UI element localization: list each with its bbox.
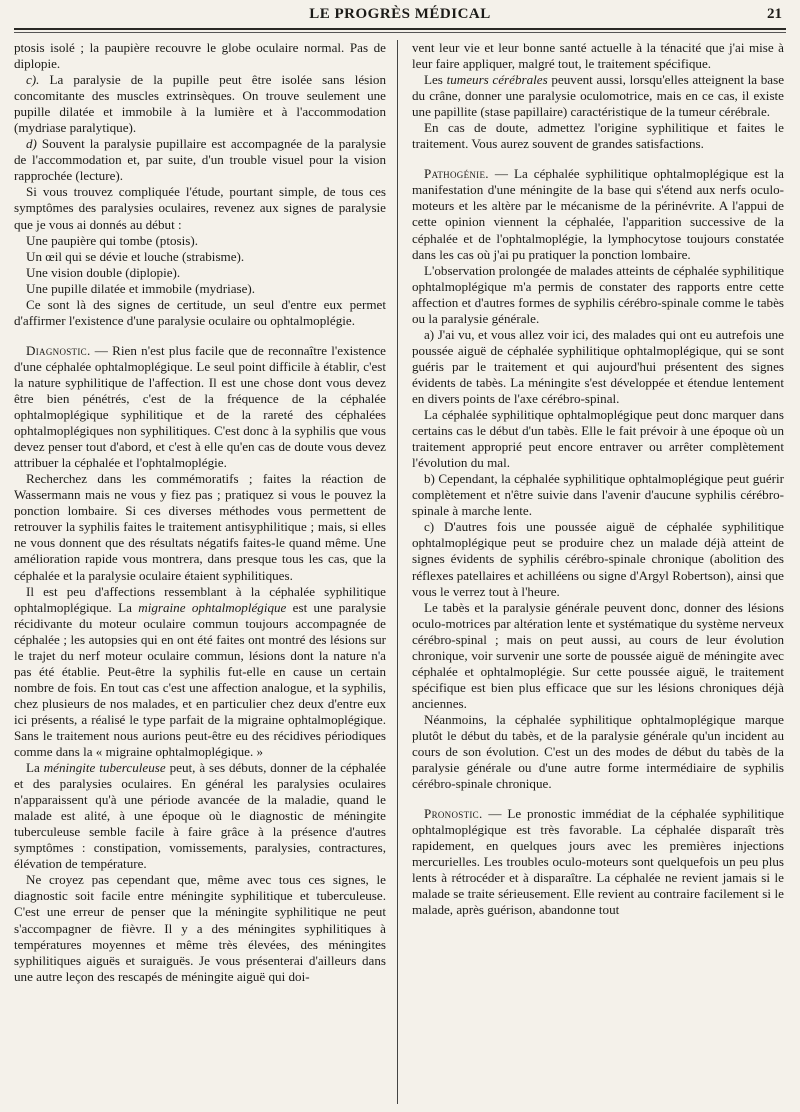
paragraph: Ne croyez pas cependant que, même avec tous ces signes, le diagnostic soit facile entre méningite syphilitique et tuberculeuse. C'est une erreur de penser que la méningite syphilitique ne peut s'accompagner de fièvre. Il y a des méningites syphilitiques à températures moyennes et même très élevées, des méningites syphilitiques aiguës et suraiguës. Je vous présenterai d'ailleurs dans une autre leçon des rescapés de méningite aiguë qui doi- [14,872,386,984]
paragraph: Ce sont là des signes de certitude, un seul d'entre eux permet d'affirmer l'existence d'une paralysie oculaire ou ophtalmoplégie. [14,296,386,328]
paragraph: ptosis isolé ; la paupière recouvre le globe oculaire normal. Pas de diplopie. [14,40,386,72]
paragraph: L'observation prolongée de malades atteints de céphalée syphilitique ophtalmoplégique m'a permis de constater des rapports entre cette affection et d'autres formes de syphilis cérébro-spinale comme le tabès ou la paralysie générale. [412,262,784,326]
section-heading: Pathogénie. [424,166,489,182]
left-column [14,40,386,1106]
paragraph-text: — Le pronostic immédiat de la céphalée syphilitique ophtalmoplégique est très favorable. La céphalée disparaît très rapidement, en quelques jours avec les premières injections mercurielles. Les troubles oculo-moteurs sont quelquefois un peu plus lents à rétrocéder et à disparaître. La céphalée ne revient jamais si le malade se traite sérieusement. Elle revient au contraire facilement si le malade, après guérison, abandonne tout [412,806,784,918]
paragraph-text: — Rien n'est plus facile que de reconnaître l'existence d'une céphalée ophtalmoplégique. Le seul point difficile à établir, c'est la nature syphilitique de l'affection. Il est une chose dont vous devez être bien pénétrés, c'est de la fréquence de la céphalée ophtalmoplégique syphilitique et de la rareté des céphalées ophtalmoplégiques non syphilitiques. C'est donc à la syphilis que vous devez penser tout d'abord, et c'est à elle qu'en cas de doute vous devez attribuer la céphalée et l'ophtalmoplégie. [14,342,386,471]
paragraph: Si vous trouvez compliquée l'étude, pourtant simple, de tous ces symptômes des paralysies oculaires, revenez aux signes de paralysie que je vous ai donnés au début : [14,184,386,232]
emphasis: tumeurs cérébrales [446,72,548,88]
paragraph-text: — La céphalée syphilitique ophtalmoplégique est la manifestation d'une méningite de la base qui s'étend aux nerfs oculo-moteurs et les altère par le mécanisme de la périnévrite. A l'appui de cette opinion viennent la céphalée, l'apparition successive de la céphalée et de l'ophtalmoplégie, la lymphocytose toujours constatée dans les cas où j'ai pu pratiquer la ponction lombaire. [412,166,784,262]
paragraph-text: est une paralysie récidivante du moteur oculaire commun toujours accompagnée de céphalée ; les autopsies qui en ont été faites ont montré des lésions sur le trajet du nerf moteur oculaire commun, lésions dont la nature n'a pas été établie. Peut-être la syphilis fut-elle en cause un certain nombre de fois. En tout cas c'est une affection analogue, et la syphilis, chez plusieurs de nos malades, et en particulier chez deux d'entre eux ici présents, a réalisé le type parfait de la migraine ophtalmoplégique. Sans le traitement nous aurions peut-être eu des récidives périodiques comme dans la « migraine ophtalmoplégique. » [14,599,386,760]
paragraph: a) J'ai vu, et vous allez voir ici, des malades qui ont eu autrefois une poussée aiguë de céphalée syphilitique ophtalmoplégique, qui se sont guéris par le traitement et qui aujourd'hui présentent des signes évidents de tabès. La méningite s'est développée et étendue lentement en divers points de l'axe cérébro-spinal. [412,326,784,406]
paragraph: Le tabès et la paralysie générale peuvent donc, donner des lésions oculo-motrices par altération lente et systématique du système nerveux cérébro-spinal ; mais on peut aussi, au cours de leur évolution chronique, voir survenir une sorte de poussée aiguë de méningite avec céphalée et ophtalmoplégie. Sur cette poussée aiguë, le traitement spécifique est bien plus efficace que sur les lésions chroniques déjà anciennes. [412,599,784,711]
paragraph-text: peut, à ses débuts, donner de la céphalée et des paralysies oculaires. En général les paralysies oculaires n'apparaissent qu'à une période avancée de la maladie, quand le malade est alité, à une époque où le diagnostic de méningite tuberculeuse semble facile à faire grâce à la présence d'autres symptômes : constipation, vomissements, paralysies, contractures, élévation de température. [14,760,386,872]
paragraph: Recherchez dans les commémoratifs ; faites la réaction de Wassermann mais ne vous y fiez pas ; pratiquez si vous le pouvez la ponction lombaire. Si ces diverses méthodes vous permettent de retrouver la syphilis faites le traitement antisyphilitique ; mais, si elles ne vous donnent que des résultats négatifs faites-le quand même. Une amélioration rapide vous montrera, dans presque tous les cas, que la céphalée et la paralysie oculaire étaient syphilitiques. [14,471,386,583]
item-label: c). [26,72,40,88]
paragraph-text: La [26,760,44,776]
paragraph [14,136,386,184]
emphasis: méningite tuberculeuse [43,760,166,776]
paragraph [14,584,386,761]
paragraph [14,760,386,872]
header-rule-thin [14,32,786,33]
item-label: d) [26,136,37,152]
paragraph [412,72,784,120]
list-item: Une paupière qui tombe (ptosis). [26,232,198,248]
section-heading: Pronostic. [424,806,483,822]
paragraph-text: Souvent la paralysie pupillaire est accompagnée de la paralysie de l'accommodation et, par suite, d'un trouble visuel pour la vision rapprochée (lecture). [14,136,386,184]
column-divider [397,40,398,1104]
paragraph-text: La paralysie de la pupille peut être isolée sans lésion concomitante des muscles extrinsèques. On trouve seulement une pupille dilatée et immobile à la lumière et à l'accommodation (mydriase paralytique). [14,72,386,136]
list-item: Un œil qui se dévie et louche (strabisme). [26,248,245,264]
section-pathogenie [412,166,784,262]
paragraph-text: peuvent aussi, lorsqu'elles atteignent la base du crâne, donner une paralysie oculomotrice, mais en ce cas, il existe une papillite (stase papillaire) caractéristique de la tumeur cérébrale. [412,72,784,120]
section-pronostic [412,806,784,918]
list-item: Une vision double (diplopie). [26,264,181,280]
paragraph: Néanmoins, la céphalée syphilitique ophtalmoplégique marque plutôt le début du tabès, et de la paralysie générale qu'un incident au cours de son évolution. C'est un des modes de début du tabès de la paralysie générale ou d'une autre forme intermédiaire de syphilis cérébro-spinale chronique. [412,711,784,792]
paragraph-text: Il est peu d'affections ressemblant à la céphalée syphilitique ophtalmoplégique. La [14,583,386,615]
list-item: Une pupille dilatée et immobile (mydriase). [26,280,256,296]
page-number: 21 [767,6,782,22]
paragraph: La céphalée syphilitique ophtalmoplégique peut donc marquer dans certains cas le début d'un tabès. Elle le fait prévoir à une époque où un traitement approprié peut encore entraver ou arrêter complètement l'évolution du mal. [412,407,784,471]
paragraph: vent leur vie et leur bonne santé actuelle à la ténacité que j'ai mise à leur faire appliquer, malgré tout, le traitement spécifique. [412,40,784,72]
paragraph-text: Les [424,72,447,88]
right-column [412,40,784,1106]
paragraph [14,72,386,136]
journal-title: LE PROGRÈS MÉDICAL [309,6,491,22]
paragraph: b) Cependant, la céphalée syphilitique ophtalmoplégique peut guérir complètement et n'être suivie dans l'avenir d'aucune syphilis cérébro-spinale à marche lente. [412,471,784,519]
paragraph: En cas de doute, admettez l'origine syphilitique et faites le traitement. Vous aurez souvent de grandes satisfactions. [412,120,784,152]
emphasis: migraine ophtalmoplégique [138,599,287,615]
running-header [14,6,786,28]
section-heading: Diagnostic. [26,342,91,358]
paragraph: c) D'autres fois une poussée aiguë de céphalée syphilitique ophtalmoplégique peut se produire chez un malade déjà atteint de signes évidents de syphilis cérébro-spinale chronique (abolition des réflexes patellaires et achilléens ou signe d'Argyl Robertson), ainsi que vous le verrez tout à l'heure. [412,519,784,599]
section-diagnostic [14,343,386,471]
header-rule [14,28,786,30]
